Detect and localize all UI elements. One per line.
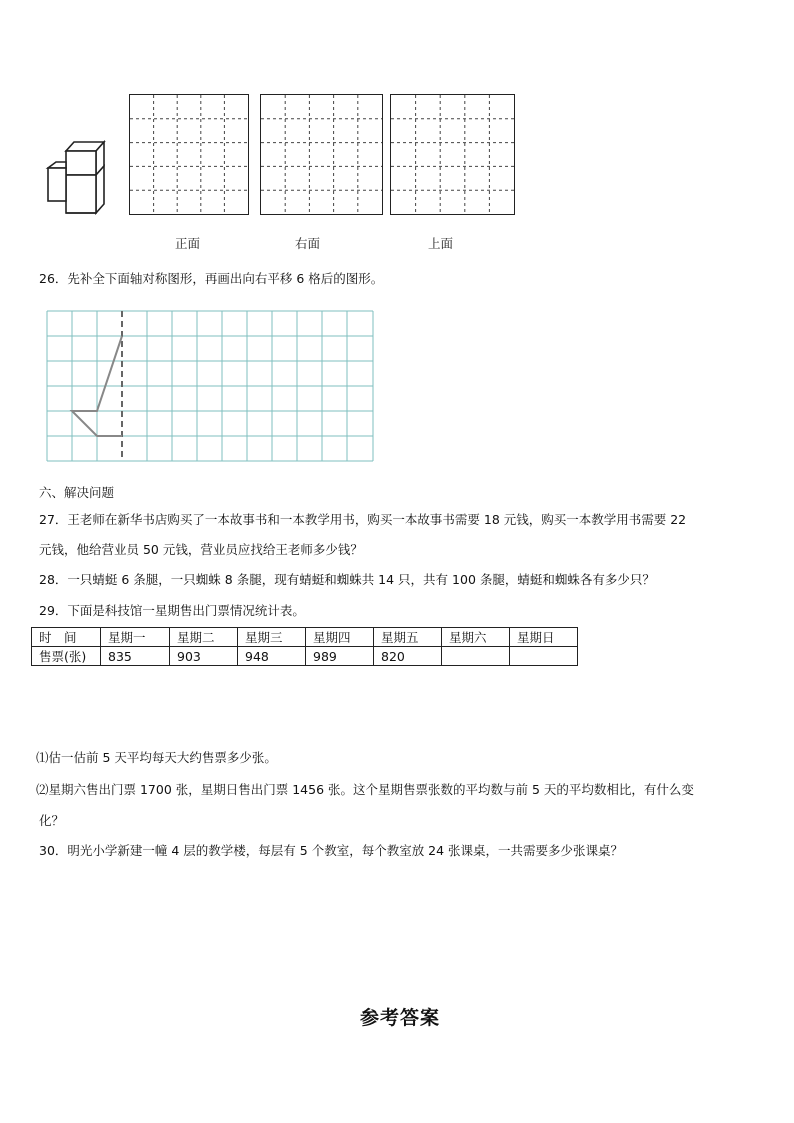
table-cell: 948 <box>238 647 306 666</box>
top-view-label: 上面 <box>428 236 454 251</box>
question-27-line-1: 27．王老师在新华书店购买了一本故事书和一本教学用书，购买一本故事书需要 18 元钱，购买一本教学用书需要 22 <box>39 512 687 527</box>
symmetry-grid[interactable] <box>46 310 376 464</box>
right-view-label: 右面 <box>295 236 321 251</box>
front-view-grid[interactable] <box>129 94 249 215</box>
table-header-cell: 星期三 <box>238 628 306 647</box>
table-row <box>32 647 578 666</box>
question-29-sub-1: ⑴估一估前 5 天平均每天大约售票多少张。 <box>36 750 277 765</box>
question-29: 29．下面是科技馆一星期售出门票情况统计表。 <box>39 603 305 618</box>
table-cell: 835 <box>101 647 170 666</box>
table-header-cell: 星期四 <box>306 628 374 647</box>
table-header-row <box>32 628 578 647</box>
table-row-label: 售票(张) <box>32 647 101 666</box>
table-cell: 903 <box>170 647 238 666</box>
table-header-cell: 星期日 <box>510 628 578 647</box>
table-header-cell: 星期六 <box>442 628 510 647</box>
question-28: 28．一只蜻蜓 6 条腿，一只蜘蛛 8 条腿，现有蜻蜓和蜘蛛共 14 只，共有 100 条腿，蜻蜓和蜘蛛各有多少只？ <box>39 572 655 587</box>
top-view-grid[interactable] <box>390 94 515 215</box>
table-cell-empty[interactable] <box>510 647 578 666</box>
cube-stack-figure <box>44 136 114 216</box>
question-30: 30．明光小学新建一幢 4 层的教学楼，每层有 5 个教室，每个教室放 24 张课桌，一共需要多少张课桌？ <box>39 843 624 858</box>
table-header-cell: 星期五 <box>374 628 442 647</box>
table-cell-empty[interactable] <box>442 647 510 666</box>
section-heading: 六、解决问题 <box>39 485 115 500</box>
table-header-cell: 星期二 <box>170 628 238 647</box>
front-view-label: 正面 <box>175 236 201 251</box>
right-view-grid[interactable] <box>260 94 383 215</box>
table-header-cell: 星期一 <box>101 628 170 647</box>
table-cell: 820 <box>374 647 442 666</box>
question-26: 26．先补全下面轴对称图形，再画出向右平移 6 格后的图形。 <box>39 271 384 286</box>
ticket-stats-table <box>31 627 578 666</box>
question-29-sub-2-line-1: ⑵星期六售出门票 1700 张，星期日售出门票 1456 张。这个星期售票张数的平均数与前 5 天的平均数相比，有什么变 <box>36 782 694 797</box>
question-29-sub-2-line-2: 化？ <box>39 813 65 828</box>
answer-title: 参考答案 <box>360 1007 441 1029</box>
table-cell: 989 <box>306 647 374 666</box>
table-header-cell: 时 间 <box>32 628 101 647</box>
question-27-line-2: 元钱，他给营业员 50 元钱，营业员应找给王老师多少钱？ <box>39 542 363 557</box>
